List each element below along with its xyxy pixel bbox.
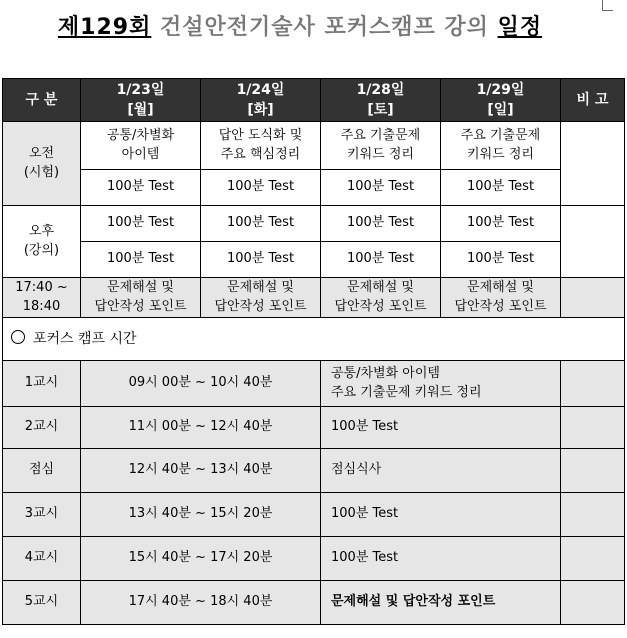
- topic-line: 주요 기출문제: [340, 127, 421, 143]
- schedule-table: [2, 78, 625, 625]
- morning-test-cell: 100분 Test: [321, 170, 441, 206]
- focus-section-row: [3, 318, 625, 361]
- focus-section-label: 포커스 캠프 시간: [33, 330, 137, 347]
- period-name: 점심: [3, 449, 81, 493]
- afternoon-label-line1: 오후: [28, 223, 55, 239]
- header-day: [321, 79, 441, 122]
- header-day: [441, 79, 561, 122]
- afternoon-cell: 100분 Test: [81, 242, 201, 278]
- evening-line: 문제해설 및: [107, 279, 174, 295]
- evening-cell: [201, 278, 321, 318]
- header-day-weekday: [토]: [367, 102, 394, 118]
- evening-line: 문제해설 및: [467, 279, 534, 295]
- afternoon-cell: 100분 Test: [321, 242, 441, 278]
- period-time: 13시 40분 ~ 15시 20분: [81, 493, 321, 537]
- period-name: 3교시: [3, 493, 81, 537]
- topic-line: 답안 도식화 및: [218, 127, 303, 143]
- header-day-weekday: [월]: [127, 102, 154, 118]
- morning-topic-cell: [441, 122, 561, 170]
- morning-label: [3, 122, 81, 206]
- morning-topic-cell: [321, 122, 441, 170]
- topic-line: 공통/차별화: [106, 127, 175, 143]
- evening-row: [3, 278, 625, 318]
- period-content-line: 공통/차별화 아이템: [331, 365, 440, 381]
- focus-section-title: [3, 318, 625, 361]
- period-remarks: [561, 407, 625, 449]
- title-tail: 일정: [497, 15, 543, 40]
- morning-remarks-cell: [561, 122, 625, 206]
- period-name: 5교시: [3, 581, 81, 625]
- afternoon-cell: 100분 Test: [321, 206, 441, 242]
- afternoon-cell: 100분 Test: [201, 242, 321, 278]
- header-division: 구 분: [3, 79, 81, 122]
- period-time: 12시 40분 ~ 13시 40분: [81, 449, 321, 493]
- header-day: [81, 79, 201, 122]
- afternoon-label: [3, 206, 81, 278]
- period-content-line: 점심식사: [331, 462, 382, 478]
- period-content-line: 100분 Test: [331, 550, 399, 566]
- header-day-date: 1/24일: [236, 81, 285, 98]
- evening-line: 문제해설 및: [347, 279, 414, 295]
- header-day-weekday: [일]: [487, 102, 514, 118]
- header-day-date: 1/23일: [116, 81, 165, 98]
- morning-test-cell: 100분 Test: [81, 170, 201, 206]
- header-day: [201, 79, 321, 122]
- period-time: 09시 00분 ~ 10시 40분: [81, 361, 321, 407]
- period-content: [321, 407, 561, 449]
- period-row: [3, 581, 625, 625]
- topic-line: 주요 기출문제: [460, 127, 541, 143]
- afternoon-cell: 100분 Test: [81, 206, 201, 242]
- evening-cell: [81, 278, 201, 318]
- afternoon-label-line2: (강의): [23, 242, 60, 258]
- period-row: [3, 449, 625, 493]
- period-content-line: 문제해설 및 답안작성 포인트: [331, 594, 496, 610]
- morning-topic-cell: [81, 122, 201, 170]
- afternoon-row-1: [3, 206, 625, 242]
- header-day-date: 1/28일: [356, 81, 405, 98]
- afternoon-cell: 100분 Test: [441, 206, 561, 242]
- evening-label: [3, 278, 81, 318]
- topic-line: 주요 핵심정리: [220, 146, 301, 162]
- period-row: [3, 361, 625, 407]
- morning-label-line1: 오전: [28, 145, 55, 161]
- morning-label-line2: (시험): [23, 164, 60, 180]
- period-row: [3, 493, 625, 537]
- period-content: [321, 537, 561, 581]
- period-content: [321, 493, 561, 537]
- title-main: 건설안전기술사 포커스캠프 강의: [160, 15, 489, 40]
- header-remarks: 비 고: [561, 79, 625, 122]
- title-lead: 제129회: [57, 15, 152, 40]
- page-title: [0, 10, 600, 41]
- evening-line: 답안작성 포인트: [334, 298, 427, 314]
- header-day-date: 1/29일: [476, 81, 525, 98]
- afternoon-cell: 100분 Test: [201, 206, 321, 242]
- evening-line: 답안작성 포인트: [214, 298, 307, 314]
- period-row: [3, 407, 625, 449]
- evening-label-line1: 17:40 ~: [15, 279, 68, 295]
- evening-cell: [441, 278, 561, 318]
- period-content-line: 100분 Test: [331, 419, 399, 435]
- evening-line: 답안작성 포인트: [94, 298, 187, 314]
- period-time: 15시 40분 ~ 17시 20분: [81, 537, 321, 581]
- morning-test-cell: 100분 Test: [441, 170, 561, 206]
- topic-line: 아이템: [121, 146, 160, 162]
- period-remarks: [561, 361, 625, 407]
- period-remarks: [561, 537, 625, 581]
- morning-topic-row: [3, 122, 625, 170]
- afternoon-row-2: [3, 242, 625, 278]
- period-name: 4교시: [3, 537, 81, 581]
- evening-label-line2: 18:40: [22, 298, 61, 314]
- period-content-line: 100분 Test: [331, 506, 399, 522]
- period-remarks: [561, 493, 625, 537]
- header-day-weekday: [화]: [247, 102, 274, 118]
- morning-test-row: [3, 170, 625, 206]
- morning-topic-cell: [201, 122, 321, 170]
- period-time: 11시 00분 ~ 12시 40분: [81, 407, 321, 449]
- evening-remarks-cell: [561, 278, 625, 318]
- period-remarks: [561, 449, 625, 493]
- header-row: [3, 79, 625, 122]
- afternoon-cell: 100분 Test: [441, 242, 561, 278]
- evening-line: 문제해설 및: [227, 279, 294, 295]
- topic-line: 키워드 정리: [467, 146, 534, 162]
- period-name: 2교시: [3, 407, 81, 449]
- evening-cell: [321, 278, 441, 318]
- evening-line: 답안작성 포인트: [454, 298, 547, 314]
- period-content: [321, 581, 561, 625]
- period-content-line: 주요 기출문제 키워드 정리: [331, 384, 482, 400]
- topic-line: 키워드 정리: [347, 146, 414, 162]
- period-row: [3, 537, 625, 581]
- circle-bullet-icon: [11, 330, 25, 344]
- period-remarks: [561, 581, 625, 625]
- page-corner-mark: [602, 0, 613, 11]
- period-name: 1교시: [3, 361, 81, 407]
- period-time: 17시 40분 ~ 18시 40분: [81, 581, 321, 625]
- period-content: [321, 449, 561, 493]
- afternoon-remarks-cell: [561, 206, 625, 278]
- period-content: [321, 361, 561, 407]
- morning-test-cell: 100분 Test: [201, 170, 321, 206]
